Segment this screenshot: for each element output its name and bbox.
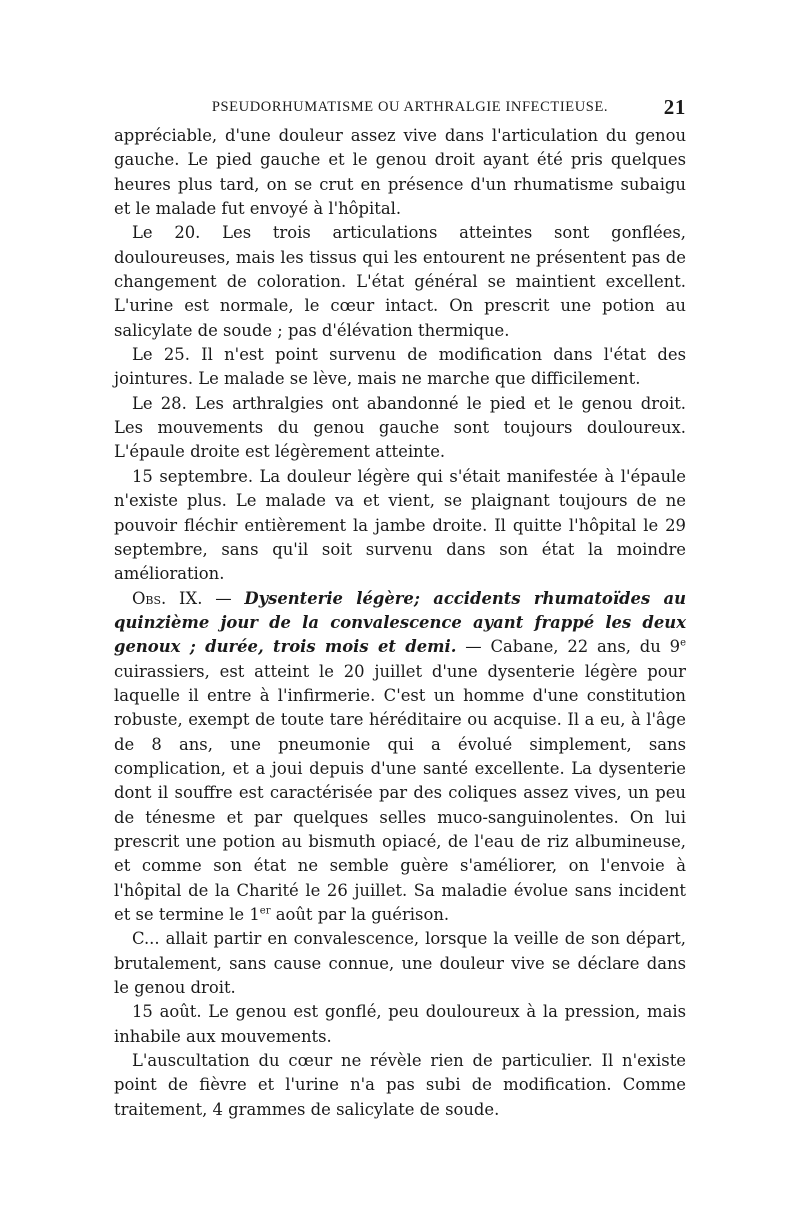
paragraph-day-20: Le 20. Les trois articulations atteintes sont gonflées, douloureuses, mais les tissus qui les entourent ne présentent pas de changement de coloration. L'état général se maintient excellent. L'urine est normale, le cœur intact. On prescrit une potion au salicylate de soude ; pas d'élévation thermique. [114,223,686,340]
observation-dash: — [202,588,245,608]
observation-text-b: cuirassiers, est atteint le 20 juillet d'une dysenterie légère pour laquelle il entre à l'infirmerie. C'est un homme d'une constitution robuste, exempt de toute tare héréditaire ou acquise. Il a eu, à l'âge de 8 ans, une pneumonie qui a évolué simplement, sans complication, et a joui depuis d'une santé excellente. La dysenterie dont il souffre est caractérisée par des coliques assez vives, un peu de ténesme et par quelques selles muco-sanguinolentes. On lui prescrit une potion au bismuth opiacé, de l'eau de riz albumineuse, et comme son état ne semble guère s'améliorer, on l'envoie à l'hôpital de la Charité le 26 juillet. Sa maladie évolue sans incident et se termine le 1 [114,661,686,924]
observation-title: Dysenterie légère; accidents rhumatoïdes au quinzième jour de la convalescence ayant frappé les deux genoux ; durée, trois mois et demi. [114,588,686,657]
ordinal-superscript: e [680,637,686,649]
paragraph-convalescence: C... allait partir en convalescence, lorsque la veille de son départ, brutalement, sans cause connue, une douleur vive se déclare dans le genou droit. [114,929,686,998]
running-title: PSEUDORHUMATISME OU ARTHRALGIE INFECTIEUSE. [211,99,609,115]
book-page [114,92,686,1122]
paragraph-15-aout: 15 août. Le genou est gonflé, peu douloureux à la pression, mais inhabile aux mouvements. [114,1002,686,1046]
paragraph-auscultation: L'auscultation du cœur ne révèle rien de particulier. Il n'existe point de fièvre et l'urine n'a pas subi de modification. Comme traitement, 4 grammes de salicylate de soude. [114,1051,686,1119]
paragraph-day-25: Le 25. Il n'est point survenu de modification dans l'état des jointures. Le malade se lève, mais ne marche que difficilement. [114,345,686,389]
page-number: 21 [663,95,686,119]
observation-text-a: — Cabane, 22 ans, du 9 [456,637,681,657]
running-header [114,92,686,122]
observation-label: Obs. IX. [132,588,203,608]
paragraph-15-septembre: 15 septembre. La douleur légère qui s'était manifestée à l'épaule n'existe plus. Le malade va et vient, se plaignant toujours de ne pouvoir fléchir entièrement la jambe droite. Il quitte l'hôpital le 29 septembre, sans qu'il soit survenu dans son état la moindre amélioration. [114,466,686,584]
paragraph-day-28: Le 28. Les arthralgies ont abandonné le pied et le genou droit. Les mouvements du genou gauche sont toujours douloureux. L'épaule droite est légèrement atteinte. [114,393,686,462]
observation-paragraph [114,587,686,928]
observation-text-c: août par la guérison. [270,905,450,924]
first-superscript: er [259,905,271,917]
paragraph-continuation: appréciable, d'une douleur assez vive dans l'articulation du genou gauche. Le pied gauche et le genou droit ayant été pris quelques heures plus tard, on se crut en présence d'un rhumatisme subaigu et le malade fut envoyé à l'hôpital. [114,126,686,219]
body-text [114,124,686,1122]
